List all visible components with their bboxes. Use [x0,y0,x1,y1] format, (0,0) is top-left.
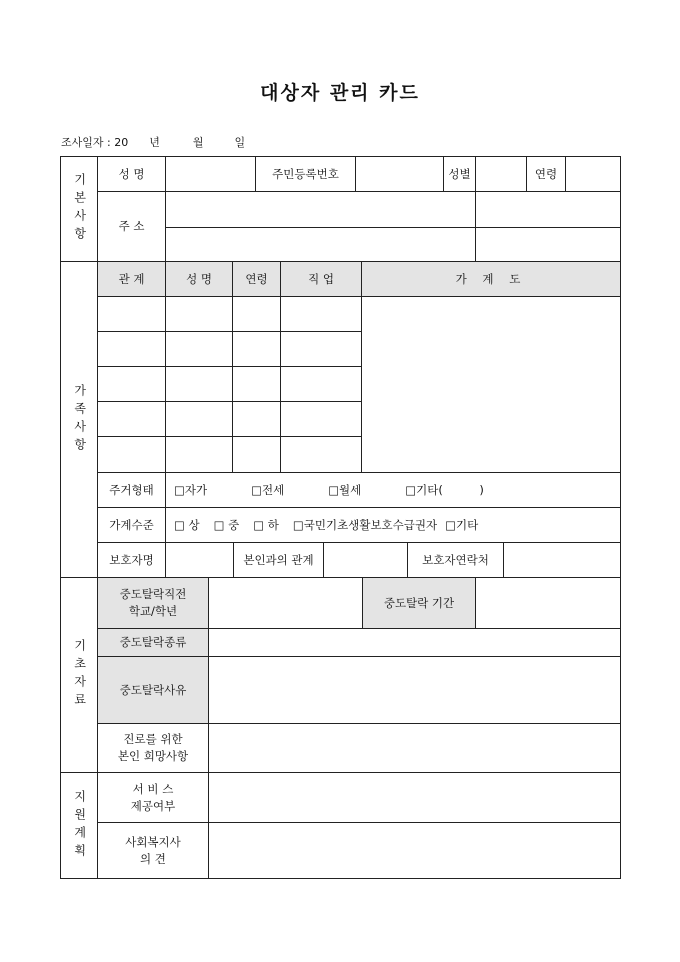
family-name-3[interactable] [165,366,233,402]
income-other-checkbox[interactable]: □기타 [445,517,479,532]
label-income: 가계수준 [97,507,166,543]
survey-date-year: 년 [149,136,160,149]
family-job-2[interactable] [280,331,362,367]
header-relation: 관 계 [97,261,166,297]
survey-date-month: 월 [192,136,204,149]
school-grade-field[interactable] [208,577,363,629]
label-housing: 주거형태 [97,472,166,508]
family-relation-1[interactable] [97,296,166,332]
label-school-grade: 중도탈락직전 학교/학년 [97,577,209,629]
label-resident-number: 주민등록번호 [255,156,356,192]
address-extra-1[interactable] [475,191,621,228]
guardian-relation-field[interactable] [323,542,408,578]
family-relation-4[interactable] [97,401,166,437]
family-tree-area[interactable] [361,296,621,473]
survey-date-day: 일 [234,136,246,149]
family-age-2[interactable] [232,331,281,367]
housing-options [165,472,621,508]
income-high-checkbox[interactable]: □ 상 [174,517,200,532]
address-field-1[interactable] [165,191,476,228]
guardian-name-field[interactable] [165,542,234,578]
label-guardian-contact: 보호자연락처 [407,542,504,578]
header-family-tree: 가 계 도 [361,261,621,297]
header-job: 직 업 [280,261,362,297]
label-social-worker-opinion: 사회복지사 의 견 [97,822,209,879]
label-name: 성 명 [97,156,166,192]
family-relation-3[interactable] [97,366,166,402]
gender-field[interactable] [475,156,527,192]
management-card-form [60,156,621,879]
housing-owned-checkbox[interactable]: □자가 [174,482,208,497]
housing-jeonse-checkbox[interactable]: □전세 [251,482,285,497]
family-name-5[interactable] [165,436,233,473]
label-guardian-relation: 본인과의 관계 [233,542,324,578]
label-gender: 성별 [443,156,476,192]
housing-other-checkbox[interactable]: □기타( ) [405,482,484,497]
career-hope-field[interactable] [208,723,621,773]
survey-date [61,134,245,150]
dropout-period-field[interactable] [475,577,621,629]
family-age-5[interactable] [232,436,281,473]
family-age-3[interactable] [232,366,281,402]
family-relation-5[interactable] [97,436,166,473]
family-job-4[interactable] [280,401,362,437]
income-middle-checkbox[interactable]: □ 중 [213,517,240,532]
housing-monthly-checkbox[interactable]: □월세 [328,482,362,497]
family-job-5[interactable] [280,436,362,473]
family-relation-2[interactable] [97,331,166,367]
address-field-2[interactable] [165,227,476,262]
section-basic: 기본사항 [60,156,98,262]
family-name-4[interactable] [165,401,233,437]
social-worker-opinion-field[interactable] [208,822,621,879]
label-guardian-name: 보호자명 [97,542,166,578]
income-recipient-checkbox[interactable]: □국민기초생활보호수급권자 [292,517,438,532]
label-career-hope: 진로를 위한 본인 희망사항 [97,723,209,773]
resident-number-field[interactable] [355,156,444,192]
page-title: 대상자 관리 카드 [260,82,420,104]
label-service: 서 비 스 제공여부 [97,772,209,823]
age-field[interactable] [565,156,621,192]
family-name-1[interactable] [165,296,233,332]
family-age-1[interactable] [232,296,281,332]
family-name-2[interactable] [165,331,233,367]
section-family: 가족사항 [60,261,98,578]
label-address: 주 소 [97,191,166,262]
dropout-reason-field[interactable] [208,656,621,724]
family-job-1[interactable] [280,296,362,332]
family-age-4[interactable] [232,401,281,437]
label-age: 연령 [526,156,566,192]
address-extra-2[interactable] [475,227,621,262]
section-base-data: 기초자료 [60,577,98,773]
survey-date-label: 조사일자 : 20 [61,136,129,149]
family-job-3[interactable] [280,366,362,402]
label-dropout-reason: 중도탈락사유 [97,656,209,724]
guardian-contact-field[interactable] [503,542,621,578]
header-age: 연령 [232,261,281,297]
service-field[interactable] [208,772,621,823]
dropout-type-field[interactable] [208,628,621,657]
header-name: 성 명 [165,261,233,297]
income-low-checkbox[interactable]: □ 하 [253,517,279,532]
section-support-plan: 지원계획 [60,772,98,879]
name-field[interactable] [165,156,256,192]
label-dropout-type: 중도탈락종류 [97,628,209,657]
income-options [165,507,621,543]
label-dropout-period: 중도탈락 기간 [362,577,476,629]
